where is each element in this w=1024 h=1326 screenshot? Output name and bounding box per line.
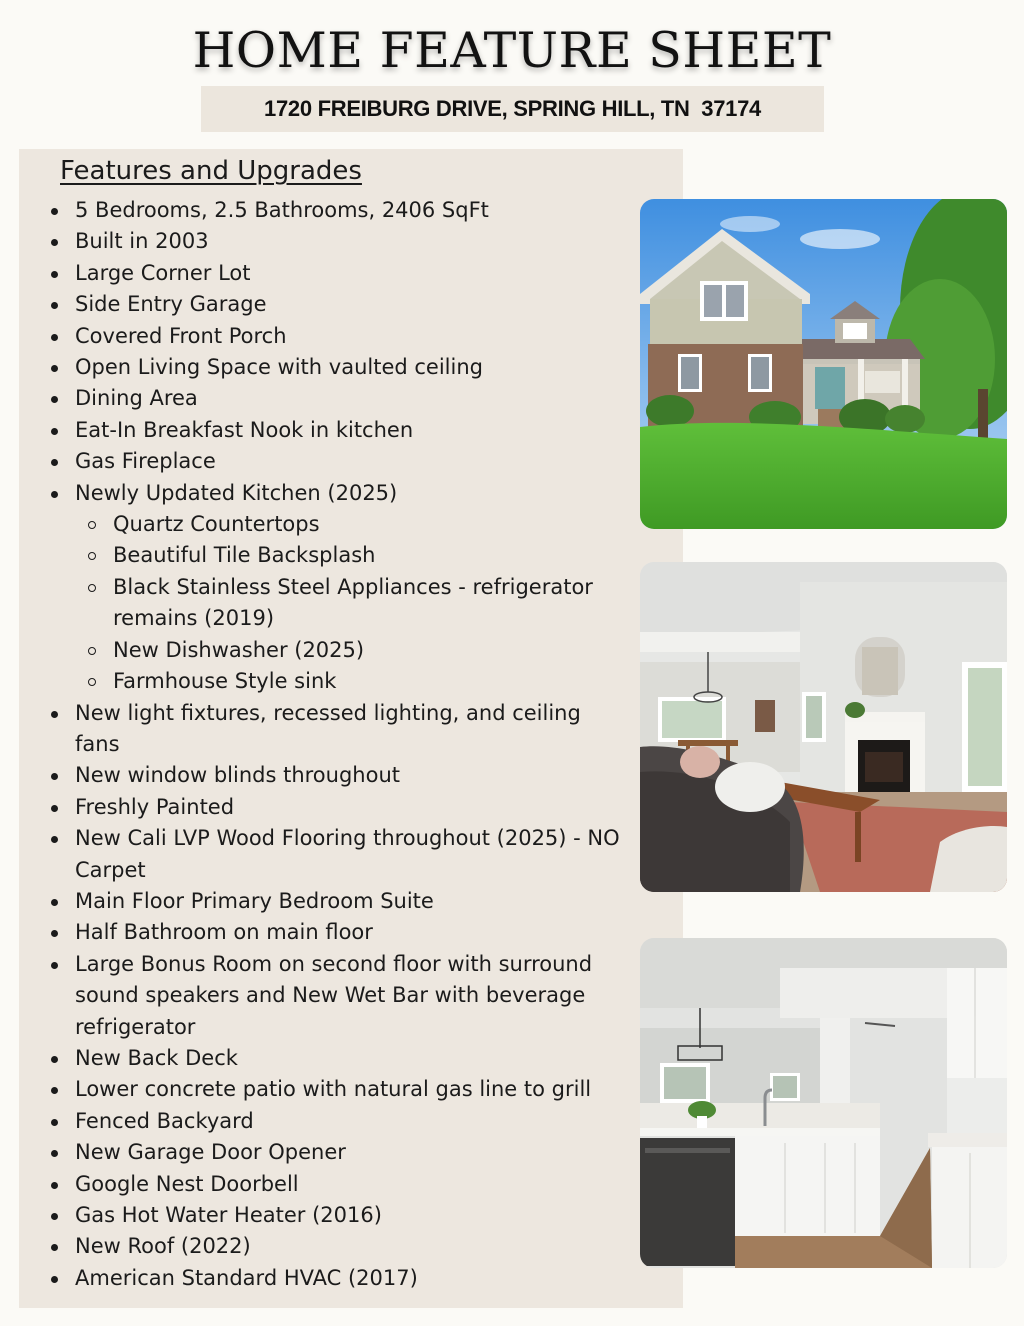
feature-item: New light fixtures, recessed lighting, and ceiling fans	[48, 698, 623, 761]
feature-item: Eat-In Breakfast Nook in kitchen	[48, 415, 623, 446]
feature-item: Half Bathroom on main floor	[48, 917, 623, 948]
property-address: 1720 FREIBURG DRIVE, SPRING HILL, TN 37174	[264, 96, 761, 121]
feature-subitem: New Dishwasher (2025)	[48, 635, 623, 666]
feature-item: New Back Deck	[48, 1043, 623, 1074]
feature-item: Gas Hot Water Heater (2016)	[48, 1200, 623, 1231]
feature-item: Dining Area	[48, 383, 623, 414]
feature-subitem: Black Stainless Steel Appliances - refrigerator remains (2019)	[48, 572, 623, 635]
features-heading: Features and Upgrades	[60, 156, 362, 186]
address-banner	[201, 86, 824, 132]
feature-item: Covered Front Porch	[48, 321, 623, 352]
kitchen-photo	[640, 938, 1007, 1268]
feature-subitem: Farmhouse Style sink	[48, 666, 623, 697]
feature-item: Google Nest Doorbell	[48, 1169, 623, 1200]
feature-item: Lower concrete patio with natural gas line to grill	[48, 1074, 623, 1105]
exterior-photo	[640, 199, 1007, 529]
feature-item: Freshly Painted	[48, 792, 623, 823]
features-list	[48, 195, 623, 1294]
feature-item: Main Floor Primary Bedroom Suite	[48, 886, 623, 917]
feature-item: Large Bonus Room on second floor with surround sound speakers and New Wet Bar with beverage refrigerator	[48, 949, 623, 1043]
feature-subitem: Quartz Countertops	[48, 509, 623, 540]
feature-item: Gas Fireplace	[48, 446, 623, 477]
feature-item: New Roof (2022)	[48, 1231, 623, 1262]
feature-item: American Standard HVAC (2017)	[48, 1263, 623, 1294]
feature-item: New Cali LVP Wood Flooring throughout (2025) - NO Carpet	[48, 823, 623, 886]
feature-item: Built in 2003	[48, 226, 623, 257]
feature-item: Side Entry Garage	[48, 289, 623, 320]
feature-item: New Garage Door Opener	[48, 1137, 623, 1168]
living-room-photo	[640, 562, 1007, 892]
feature-item: Open Living Space with vaulted ceiling	[48, 352, 623, 383]
feature-item: 5 Bedrooms, 2.5 Bathrooms, 2406 SqFt	[48, 195, 623, 226]
feature-item: Newly Updated Kitchen (2025)	[48, 478, 623, 509]
feature-item: Large Corner Lot	[48, 258, 623, 289]
feature-subitem: Beautiful Tile Backsplash	[48, 540, 623, 571]
feature-item: New window blinds throughout	[48, 760, 623, 791]
page-title: HOME FEATURE SHEET	[192, 22, 832, 79]
feature-item: Fenced Backyard	[48, 1106, 623, 1137]
